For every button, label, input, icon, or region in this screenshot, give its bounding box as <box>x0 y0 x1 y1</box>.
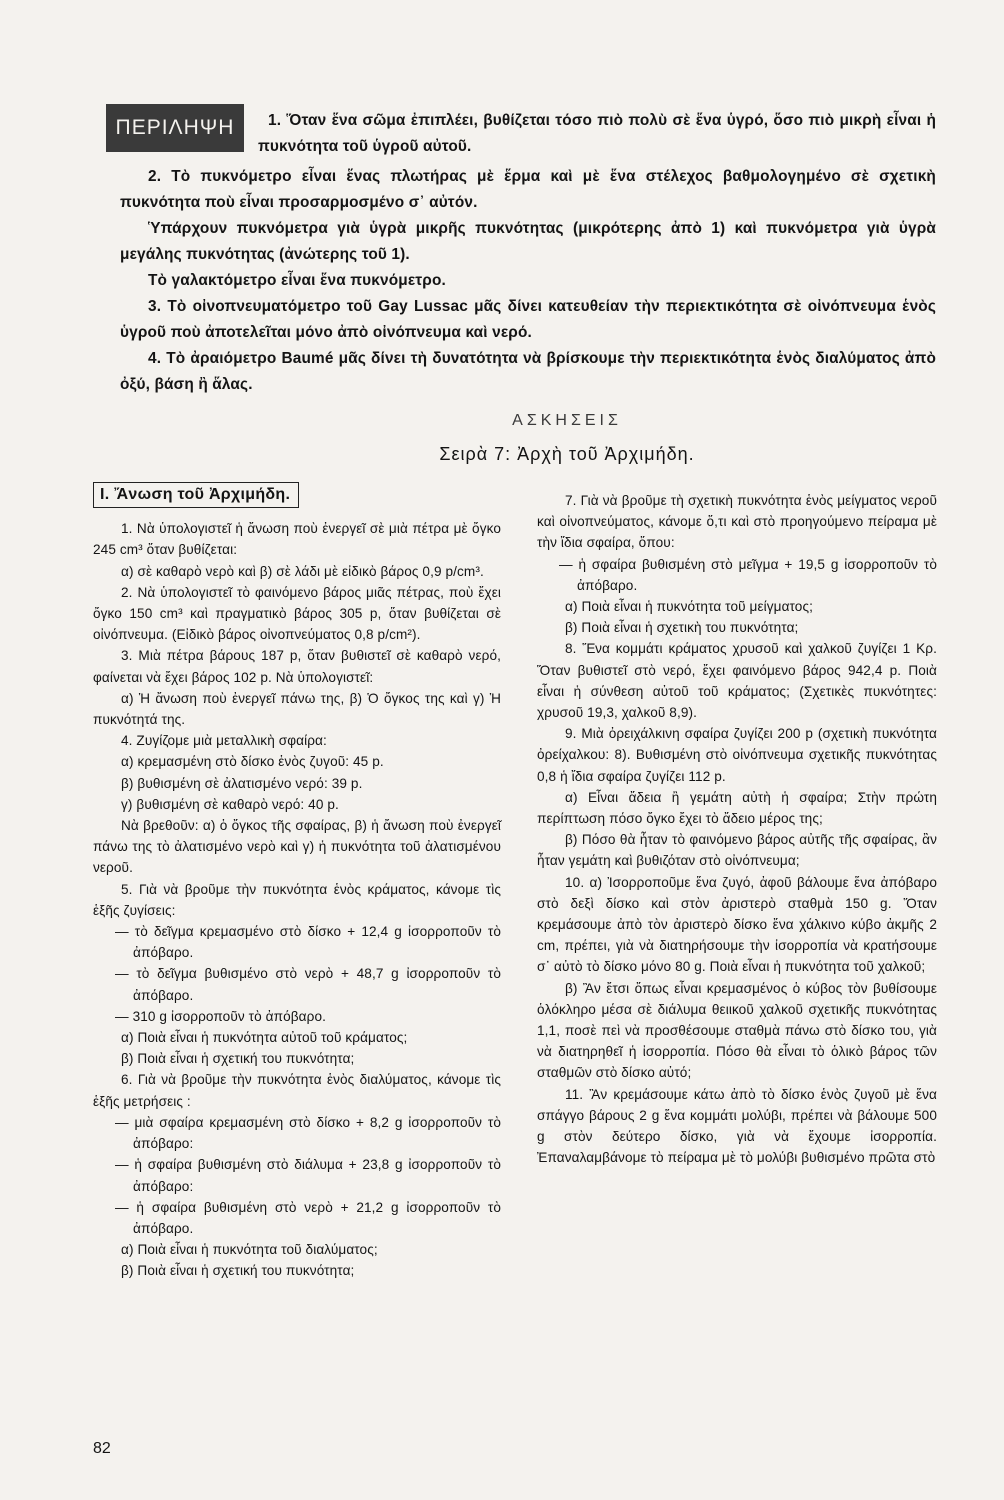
summary-text <box>120 108 936 398</box>
exercise-item: α) σὲ καθαρὸ νερὸ καὶ β) σὲ λάδι μὲ εἰδικὸ βάρος 0,9 p/cm³. <box>121 563 484 579</box>
exercise-item: — τὸ δεῖγμα βυθισμένο στὸ νερὸ + 48,7 g ἰσορροποῦν τὸ ἀπόβαρο. <box>115 966 501 1003</box>
exercise-item: — μιὰ σφαίρα κρεμασμένη στὸ δίσκο + 8,2 g ἰσορροποῦν τὸ ἀπόβαρο: <box>115 1114 501 1152</box>
exercise-item: 9. Μιὰ ὀρειχάλκινη σφαίρα ζυγίζει 200 p (σχετικὴ πυκνότητα ὀρείχαλκου: 8). Βυθισμένη στὸ οἰνόπνευμα σχετικῆς πυκνότητας 0,8 ἡ ἴδια σφαίρα ζυγίζει 112 p. <box>537 726 937 784</box>
exercise-item: 10. α) Ἰσορροποῦμε ἕνα ζυγό, ἀφοῦ βάλουμε ἕνα ἀπόβαρο στὸ δεξὶ δίσκο καὶ στὸν ἀριστερὸ σταθμὰ 150 g. Ὅταν κρεμάσουμε ἀπὸ τὸν ἀριστερὸ δίσκο ἕνα χάλκινο κύβο ἀκμῆς 2 cm, πρέπει, γιὰ νὰ διατηρήσουμε τὴν ἰσορροπία νὰ κρατήσουμε σ᾿ αὐτὸ τὸ δίσκο μόνο 80 g. Ποιὰ εἶναι ἡ πυκνότητα τοῦ χαλκοῦ; <box>537 874 937 975</box>
exercise-item: α) Ποιὰ εἶναι ἡ πυκνότητα τοῦ μείγματος; <box>565 599 813 615</box>
exercise-item: 7. Γιὰ νὰ βροῦμε τὴ σχετικὴ πυκνότητα ἑνὸς μείγματος νεροῦ καὶ οἰνοπνεύματος, κάνομε ὅ,τι καὶ στὸ προηγούμενο πείραμα μὲ τὴν ἴδια σφαίρα, ὅπου: <box>537 493 937 551</box>
summary-point-2: 2. Τὸ πυκνόμετρο εἶναι ἕνας πλωτήρας μὲ ἕρμα καὶ μὲ ἕνα στέλεχος βαθμολογημένο σὲ σχετικὴ πυκνότητα ποὺ εἶναι προσαρμοσμένο σ᾿ αὐτόν. <box>120 168 936 211</box>
exercise-item: α) Ποιὰ εἶναι ἡ πυκνότητα αὐτοῦ τοῦ κράματος; <box>121 1030 408 1046</box>
exercise-item: 1. Νὰ ὑπολογιστεῖ ἡ ἄνωση ποὺ ἐνεργεῖ σὲ μιὰ πέτρα μὲ ὄγκο 245 cm³ ὅταν βυθίζεται: <box>93 521 501 558</box>
exercise-item: β) Πόσο θὰ ἦταν τὸ φαινόμενο βάρος αὐτῆς τῆς σφαίρας, ἂν ἦταν γεμάτη καὶ βυθιζόταν στὸ οἰνόπνευμα; <box>537 832 937 869</box>
exercise-item: β) βυθισμένη σὲ ἀλατισμένο νερό: 39 p. <box>121 775 363 791</box>
summary-point-4: 4. Τὸ ἀραιόμετρο Baumé μᾶς δίνει τὴ δυνατότητα νὰ βρίσκουμε τὴν περιεκτικότητα ἑνὸς διαλύματος ἀπὸ ὀξύ, βάση ἢ ἅλας. <box>120 350 936 393</box>
page-number: 82 <box>93 1440 111 1457</box>
exercise-item: 6. Γιὰ νὰ βροῦμε τὴν πυκνότητα ἑνὸς διαλύματος, κάνομε τὶς ἑξῆς μετρήσεις : <box>93 1072 501 1109</box>
summary-point-2b: Ὑπάρχουν πυκνόμετρα γιὰ ὑγρὰ μικρῆς πυκνότητας (μικρότερης ἀπὸ 1) καὶ πυκνόμετρα γιὰ ὑγρὰ μεγάλης πυκνότητας (ἀνώτερης τοῦ 1). <box>120 220 936 263</box>
exercise-item: 4. Ζυγίζομε μιὰ μεταλλικὴ σφαίρα: <box>121 733 327 749</box>
section-title: I. Ἄνωση τοῦ Ἀρχιμήδη. <box>93 482 299 508</box>
summary-point-1: 1. Ὅταν ἕνα σῶμα ἐπιπλέει, βυθίζεται τόσο πιὸ πολὺ σὲ ἕνα ὑγρό, ὅσο πιὸ μικρὴ εἶναι ἡ πυκνότητα τοῦ ὑγροῦ αὐτοῦ. <box>258 112 936 155</box>
exercise-item: α) Ποιὰ εἶναι ἡ πυκνότητα τοῦ διαλύματος; <box>121 1242 378 1258</box>
exercise-item: γ) βυθισμένη σὲ καθαρὸ νερό: 40 p. <box>121 796 339 812</box>
exercises-heading: ΑΣΚΗΣΕΙΣ <box>512 412 622 429</box>
exercise-item: α) κρεμασμένη στὸ δίσκο ἑνὸς ζυγοῦ: 45 p. <box>121 754 384 770</box>
exercise-item: β) Ποιὰ εἶναι ἡ σχετικὴ του πυκνότητα; <box>565 620 799 636</box>
exercises-left-column <box>93 482 501 1282</box>
exercise-item: — ἡ σφαίρα βυθισμένη στὸ διάλυμα + 23,8 g ἰσορροποῦν τὸ ἀπόβαρο: <box>115 1157 501 1194</box>
exercise-item: 8. Ἕνα κομμάτι κράματος χρυσοῦ καὶ χαλκοῦ ζυγίζει 1 Κρ. Ὅταν βυθιστεῖ στὸ νερό, ἔχει φαινόμενο βάρος 942,4 p. Ποιὰ εἶναι ἡ σύνθεση αὐτοῦ τοῦ κράματος; (Σχετικὲς πυκνότητες: χρυσοῦ 19,3, χαλκοῦ 8,9). <box>537 641 937 721</box>
exercises-right-column <box>537 490 937 1169</box>
summary-badge: ΠΕΡΙΛΗΨΗ <box>106 104 244 152</box>
exercise-item: β) Ποιὰ εἶναι ἡ σχετική του πυκνότητα; <box>121 1051 355 1067</box>
exercise-item: β) Ἂν ἔτσι ὅπως εἶναι κρεμασμένος ὁ κύβος τὸν βυθίσουμε ὁλόκληρο μέσα σὲ διάλυμα θειικοῦ χαλκοῦ σχετικῆς πυκνότητας 1,1, ποσὲ πεὶ νὰ προσθέσουμε σταθμὰ πάνω στὸ δίσκο του, γιὰ νὰ διατηρηθεῖ ἡ ἰσορροπία. Πόσο θὰ εἶναι τὸ ὁλικὸ βάρος τῶν σταθμῶν στὸ δίσκο αὐτό; <box>537 980 937 1081</box>
exercise-item: — ἡ σφαίρα βυθισμένη στὸ νερὸ + 21,2 g ἰσορροποῦν τὸ ἀπόβαρο. <box>115 1199 501 1236</box>
exercise-item: Νὰ βρεθοῦν: α) ὁ ὄγκος τῆς σφαίρας, β) ἡ ἄνωση ποὺ ἐνεργεῖ πάνω της τὸ ἀλατισμένο νερὸ καὶ γ) ἡ πυκνότητα τοῦ ἀλατισμένου νεροῦ. <box>93 818 501 876</box>
series-title: Σειρὰ 7: Ἀρχὴ τοῦ Ἀρχιμήδη. <box>439 444 695 464</box>
exercise-item: 5. Γιὰ νὰ βροῦμε τὴν πυκνότητα ἑνὸς κράματος, κάνομε τὶς ἑξῆς ζυγίσεις: <box>93 881 501 918</box>
exercise-item: — 310 g ἰσορροποῦν τὸ ἀπόβαρο. <box>115 1008 326 1024</box>
exercise-item: 11. Ἂν κρεμάσουμε κάτω ἀπὸ τὸ δίσκο ἑνὸς ζυγοῦ μὲ ἕνα σπάγγο βάρους 2 g ἕνα κομμάτι μολύβι, πρέπει νὰ βάλουμε 500 g στὸν δεύτερο δίσκο, γιὰ νὰ ἔχουμε ἰσορροπία. Ἐπαναλαμβάνομε τὸ πείραμα μὲ τὸ μολύβι βυθισμένο πρῶτα στὸ <box>537 1086 937 1166</box>
exercise-item: 2. Νὰ ὑπολογιστεῖ τὸ φαινόμενο βάρος μιᾶς πέτρας, ποὺ ἔχει ὄγκο 150 cm³ καὶ πραγματικὸ βάρος 305 p, ὅταν βυθίζεται σὲ οἰνόπνευμα. (Εἰδικὸ βάρος οἰνοπνεύματος 0,8 p/cm²). <box>93 584 501 643</box>
summary-point-2c: Τὸ γαλακτόμετρο εἶναι ἕνα πυκνόμετρο. <box>148 272 446 289</box>
summary-point-3: 3. Τὸ οἰνοπνευματόμετρο τοῦ Gay Lussac μᾶς δίνει κατευθείαν τὴν περιεκτικότητα σὲ οἰνόπνευμα ἑνὸς ὑγροῦ ποὺ ἀποτελεῖται μόνο ἀπὸ οἰνόπνευμα καὶ νερό. <box>120 298 936 341</box>
exercise-item: α) Ἡ ἄνωση ποὺ ἐνεργεῖ πάνω της, β) Ὁ ὄγκος της καὶ γ) Ἡ πυκνότητά της. <box>93 690 501 728</box>
exercise-item: — τὸ δεῖγμα κρεμασμένο στὸ δίσκο + 12,4 g ἰσορροποῦν τὸ ἀπόβαρο. <box>115 924 501 961</box>
exercise-item: 3. Μιὰ πέτρα βάρους 187 p, ὅταν βυθιστεῖ σὲ καθαρὸ νερό, φαίνεται νὰ ἔχει βάρος 102 p. Νὰ ὑπολογιστεῖ: <box>93 648 501 685</box>
exercise-item: — ἡ σφαίρα βυθισμένη στὸ μεῖγμα + 19,5 g ἰσορροποῦν τὸ ἀπόβαρο. <box>559 556 937 593</box>
exercise-item: β) Ποιὰ εἶναι ἡ σχετική του πυκνότητα; <box>121 1263 355 1279</box>
exercise-item: α) Εἶναι ἄδεια ἢ γεμάτη αὐτὴ ἡ σφαίρα; Στὴν πρώτη περίπτωση πόσο ὄγκο ἔχει τὸ ἄδειο μέρος της; <box>537 789 937 827</box>
